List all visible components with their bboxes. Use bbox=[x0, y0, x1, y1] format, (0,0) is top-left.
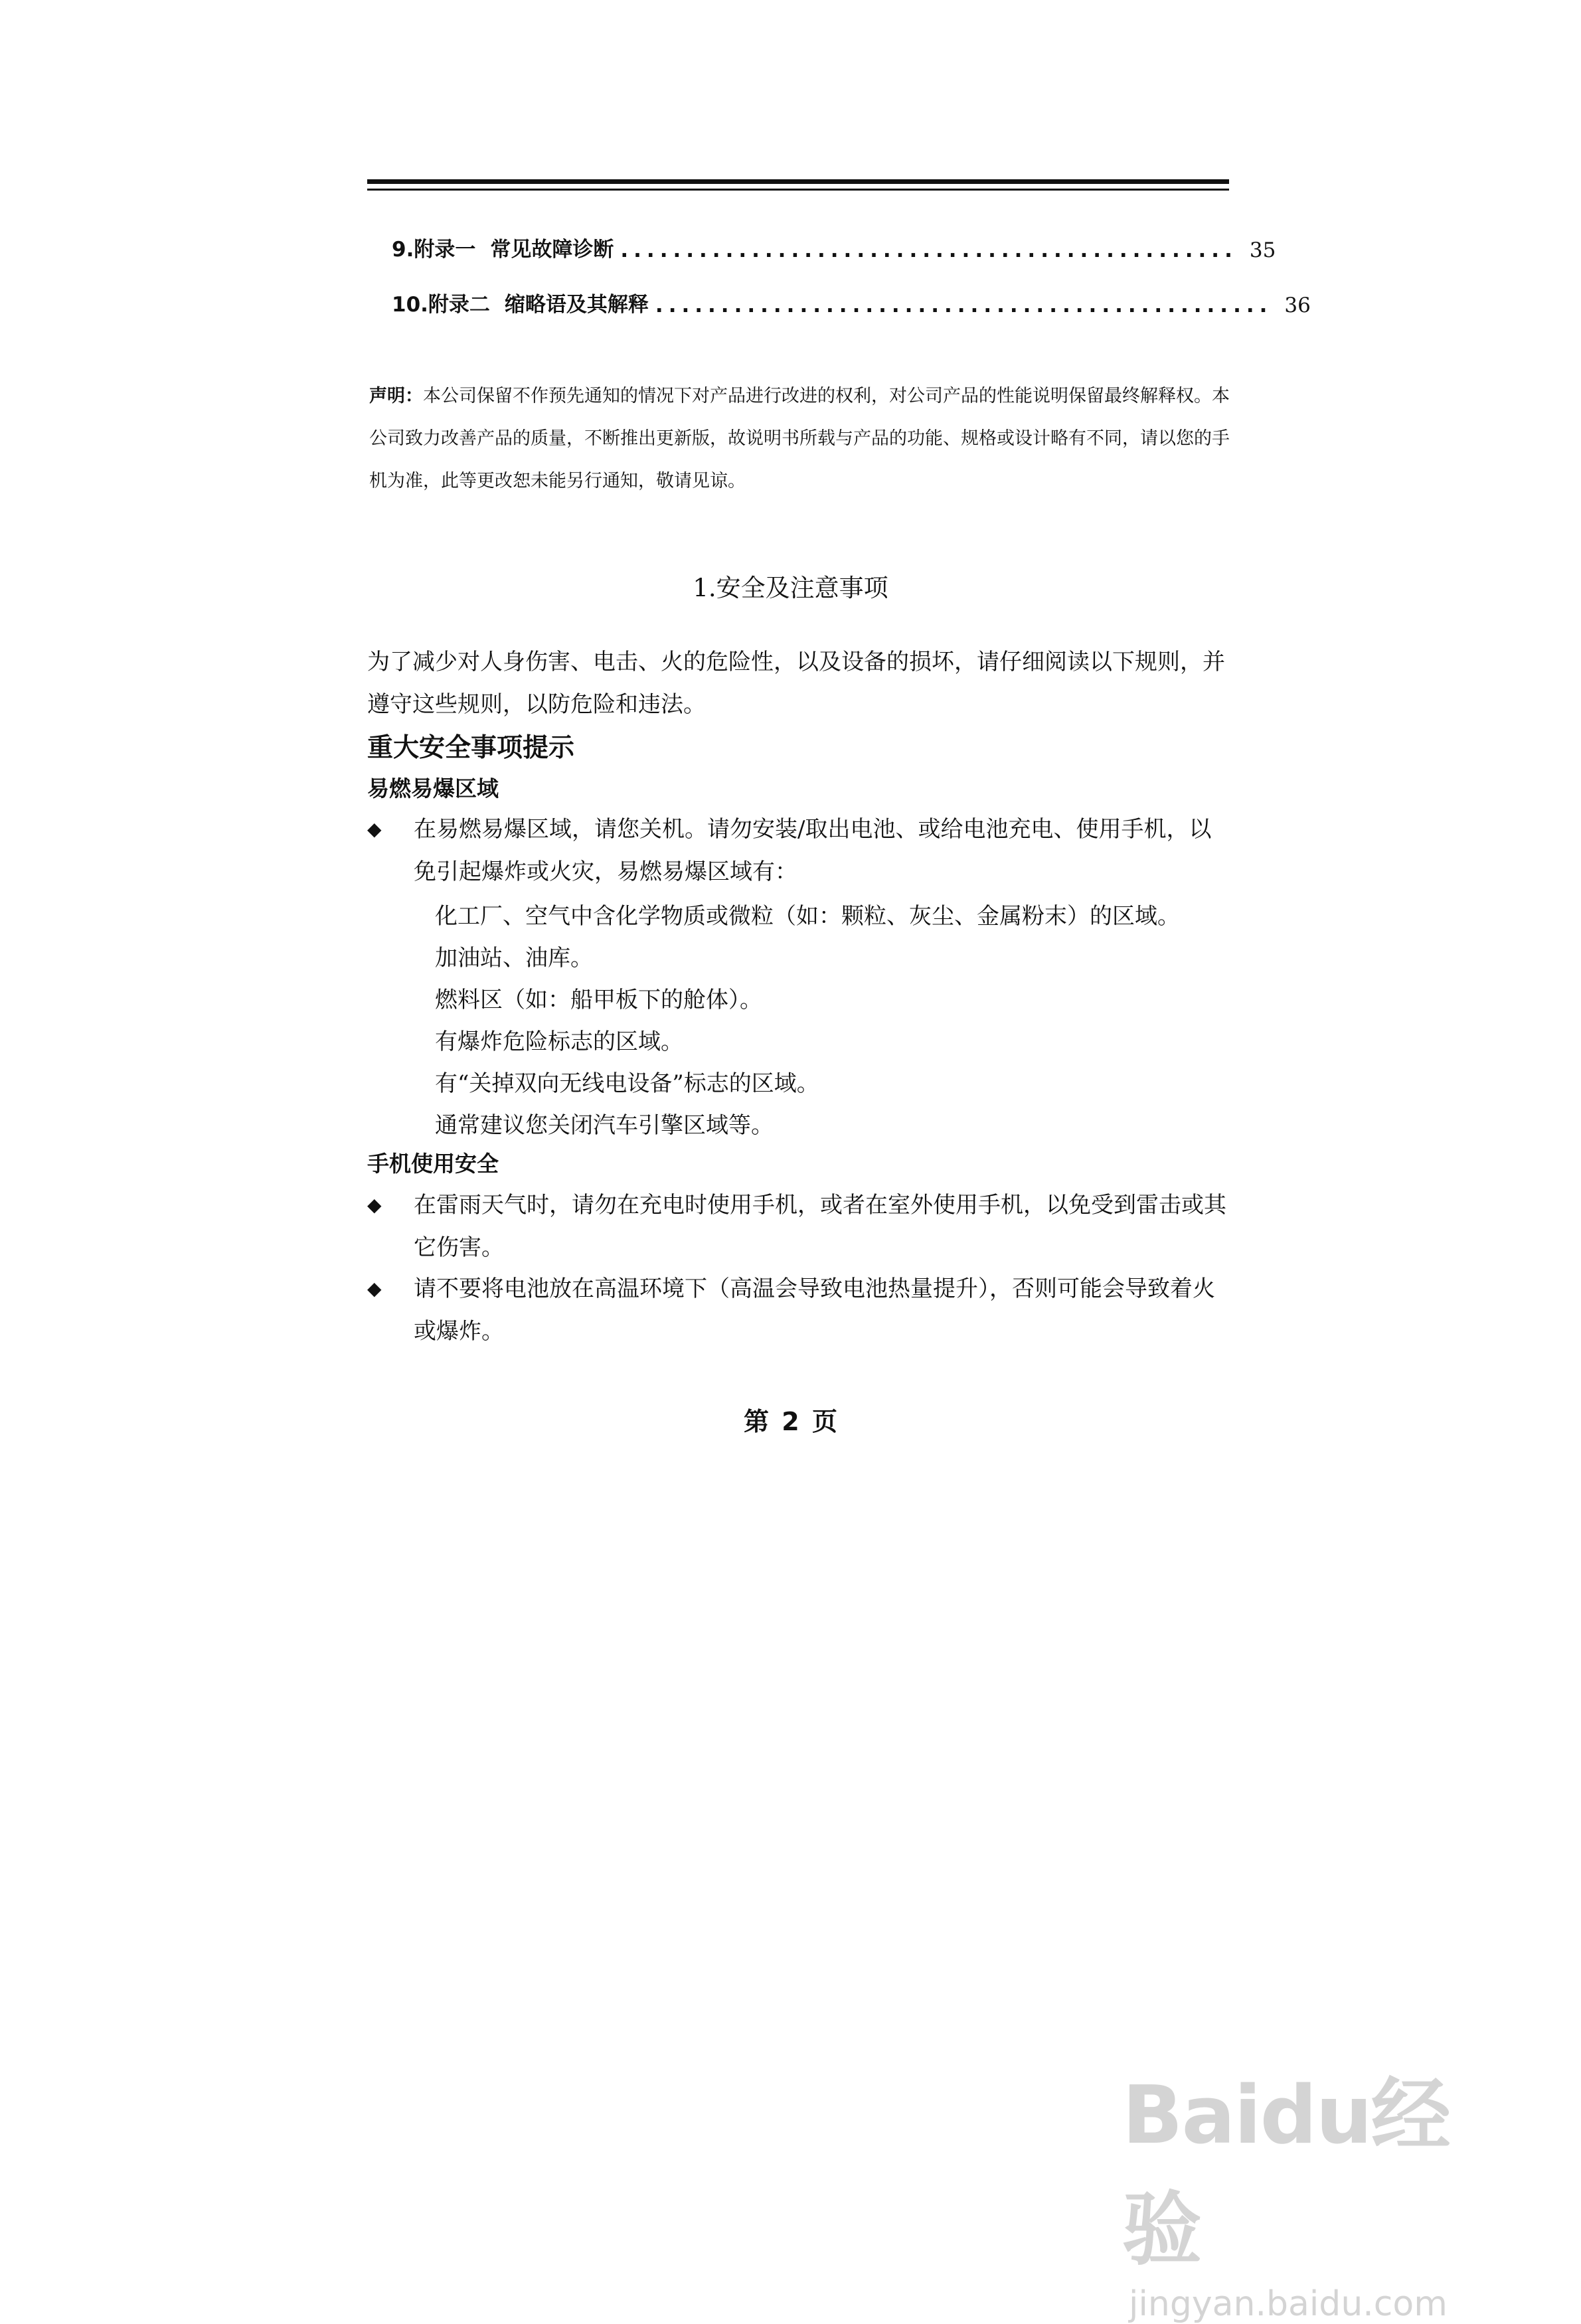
toc-number: 10.附录二 bbox=[392, 293, 490, 317]
toc-number: 9.附录一 bbox=[392, 238, 476, 262]
toc-title: 常见故障诊断 bbox=[490, 238, 614, 262]
heading-major-safety: 重大安全事项提示 bbox=[367, 733, 575, 763]
watermark-url: jingyan.baidu.com bbox=[1129, 2284, 1448, 2324]
toc-title: 缩略语及其解释 bbox=[504, 293, 649, 317]
section-title: 1.安全及注意事项 bbox=[693, 574, 888, 602]
disclaimer-text: 本公司保留不作预先通知的情况下对产品进行改进的权利，对公司产品的性能说明保留最终解释权。本公司致力改善产品的质量，不断推出更新版，故说明书所载与产品的功能、规格或设计略有不同，请以您的手机为准，此等更改恕未能另行通知，敬请见谅。 bbox=[369, 386, 1230, 491]
diamond-bullet-icon: ◆ bbox=[367, 818, 382, 840]
flammable-item: 通常建议您关闭汽车引擎区域等。 bbox=[435, 1112, 774, 1139]
toc-page: 35 bbox=[1249, 238, 1276, 262]
diamond-bullet-icon: ◆ bbox=[367, 1194, 382, 1216]
diamond-bullet-icon: ◆ bbox=[367, 1278, 382, 1299]
bullet-flammable bbox=[367, 808, 1230, 893]
toc-entry bbox=[392, 278, 1311, 317]
flammable-item: 化工厂、空气中含化学物质或微粒（如：颗粒、灰尘、金属粉末）的区域。 bbox=[435, 903, 1180, 930]
flammable-item: 加油站、油库。 bbox=[435, 945, 593, 971]
toc-page: 36 bbox=[1284, 293, 1311, 317]
bullet-phone bbox=[367, 1184, 1230, 1269]
flammable-item: 燃料区（如：船甲板下的舱体）。 bbox=[435, 987, 762, 1013]
flammable-item: 有“关掉双向无线电设备”标志的区域。 bbox=[435, 1070, 819, 1097]
header-rule-thin bbox=[367, 189, 1229, 191]
bullet-text: 在雷雨天气时，请勿在充电时使用手机，或者在室外使用手机，以免受到雷击或其它伤害。 bbox=[414, 1192, 1226, 1261]
toc-leader: ............................................... bbox=[655, 293, 1273, 317]
heading-phone-safety: 手机使用安全 bbox=[367, 1151, 499, 1177]
header-rule-thick bbox=[367, 179, 1229, 184]
disclaimer bbox=[369, 375, 1232, 503]
toc-leader: ............................................... bbox=[620, 238, 1238, 262]
intro-paragraph: 为了减少对人身伤害、电击、火的危险性，以及设备的损坏，请仔细阅读以下规则，并遵守这些规则，以防危险和违法。 bbox=[367, 649, 1225, 718]
watermark-logo: Baidu经验 bbox=[1122, 2070, 1450, 2276]
bullet-text: 请不要将电池放在高温环境下（高温会导致电池热量提升），否则可能会导致着火或爆炸。 bbox=[414, 1276, 1215, 1345]
page-number: 第 2 页 bbox=[744, 1407, 837, 1436]
disclaimer-label: 声明： bbox=[369, 386, 423, 406]
heading-flammable-area: 易燃易爆区域 bbox=[367, 776, 499, 801]
flammable-item: 有爆炸危险标志的区域。 bbox=[435, 1029, 683, 1055]
toc-entry bbox=[392, 222, 1276, 262]
bullet-phone bbox=[367, 1268, 1230, 1353]
baidu-watermark bbox=[1122, 2052, 1494, 2324]
bullet-text: 在易燃易爆区域，请您关机。请勿安装/取出电池、或给电池充电、使用手机，以免引起爆炸或火灾，易燃易爆区域有： bbox=[414, 816, 1212, 885]
